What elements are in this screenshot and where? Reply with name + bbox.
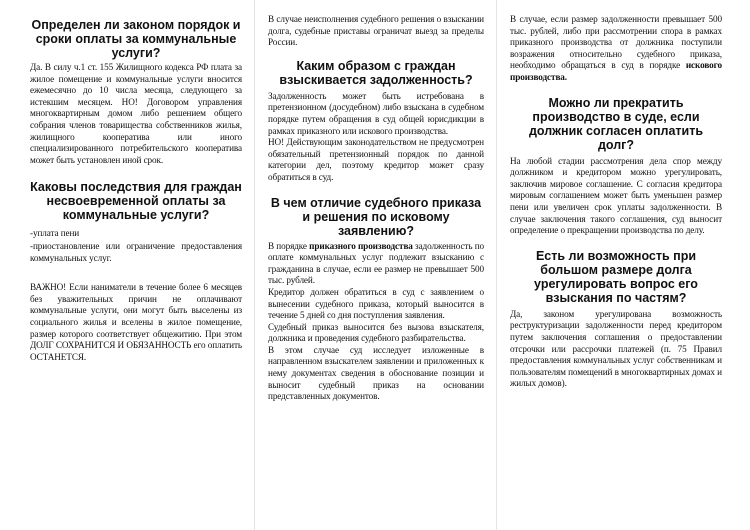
heading-debt-collection: Каким образом с граждан взыскивается задолженность? <box>279 58 473 87</box>
column-2 <box>268 12 484 403</box>
heading-consequences: Каковы последствия для граждан несвоевременной оплаты за коммунальные услуги? <box>30 180 242 223</box>
heading-terminate-proceedings: Можно ли прекратить производство в суде, если должник согласен оплатить долг? <box>528 95 704 152</box>
heading-installments: Есть ли возможность при большом размере долга урегулировать вопрос его взыскания по частям? <box>534 248 698 305</box>
paragraph: В этом случае суд исследует изложенные в направленном взыскателем заявлении и приложенных к нему документах сведения в обоснование позиции и выносит судебный приказ на основании представленных документов. <box>268 344 484 402</box>
heading-order-vs-claim: В чем отличие судебного приказа и решения по исковому заявлению? <box>270 195 482 238</box>
text: В случае, если размер задолженности превышает 500 тыс. рублей, либо при рассмотрении спора в рамках приказного производства от должника поступили возражения относительно судебного приказа, необходимо обращаться в суд в порядке <box>510 14 722 71</box>
paragraph: Да. В силу ч.1 ст. 155 Жилищного кодекса РФ плата за жилое помещение и коммунальные услуги вносится ежемесячно до 10 числа месяца, следующего за истекшим месяцем. НО! Договором управления многоквартирным домом либо решением общего собрания членов товарищества собственников жилья, жилищного кооператива или иного специализированного потребительского кооператива может быть установлен иной срок. <box>30 62 242 165</box>
paragraph: На любой стадии рассмотрения дела спор между должником и кредитором можно урегулировать, заключив мировое соглашение. С согласия кредитора мировым соглашением может быть уменьшен размер пени или увеличен срок уплаты задолженности. В случае заключения такого соглашения, суд выносит определение о прекращении производства по делу. <box>510 155 722 236</box>
paragraph: -приостановление или ограничение предоставления коммунальных услуг. <box>30 240 242 263</box>
paragraph: Задолженность может быть истребована в претензионном (досудебном) либо взыскана в судебном порядке путем обращения в суд общей юрисдикции в рамках приказного или искового производства. <box>268 90 484 136</box>
paragraph: Судебный приказ выносится без вызова взыскателя, должника и проведения судебного разбирательства. <box>268 321 484 344</box>
bold-term: искового производства. <box>510 60 722 82</box>
paragraph: Да, законом урегулирована возможность реструктуризации задолженности перед кредитором путем заключения соглашения о предоставлении отсрочки или рассрочки платежей (п. 75 Правил предоставления коммунальных услуг собственникам и пользователям помещений в многоквартирных домах и жилых домов). <box>510 308 722 389</box>
paragraph: Кредитор должен обратиться в суд с заявлением о вынесении судебного приказа, который выносится в течение 5 дней со дня поступления заявления. <box>268 286 484 321</box>
bold-term: приказного производства <box>309 240 413 251</box>
heading-payment-terms: Определен ли законом порядок и сроки оплаты за коммунальные услуги? <box>31 18 241 60</box>
paragraph <box>268 241 484 287</box>
text: В порядке <box>268 240 310 251</box>
paragraph: В случае неисполнения судебного решения о взыскании долга, судебные приставы ограничат выезд за пределы России. <box>268 14 484 48</box>
paragraph <box>510 14 722 84</box>
fold-line <box>254 0 255 530</box>
paragraph: -уплата пени <box>30 228 80 239</box>
paragraph-important: ВАЖНО! Если наниматели в течение более 6 месяцев без уважительных причин не оплачивают коммунальные услуги, они могут быть выселены из социального жилья и вселены в жилое помещение, размер которого соответствует общежитию. При этом ДОЛГ СОХРАНИТСЯ И ОБЯЗАННОСТЬ его оплатить ОСТАНЕТСЯ. <box>30 282 242 362</box>
fold-line <box>496 0 497 530</box>
text: задолженность по оплате коммунальных услуг подлежит взысканию с гражданина в случае, если ее размер не превышает 500 тыс. рублей. <box>268 240 485 286</box>
column-3 <box>510 12 722 390</box>
column-1 <box>30 12 242 363</box>
paragraph: НО! Действующим законодательством не предусмотрен обязательный претензионный порядок по данной категории дел, поэтому кредитор может сразу обратиться в суд. <box>268 137 484 182</box>
